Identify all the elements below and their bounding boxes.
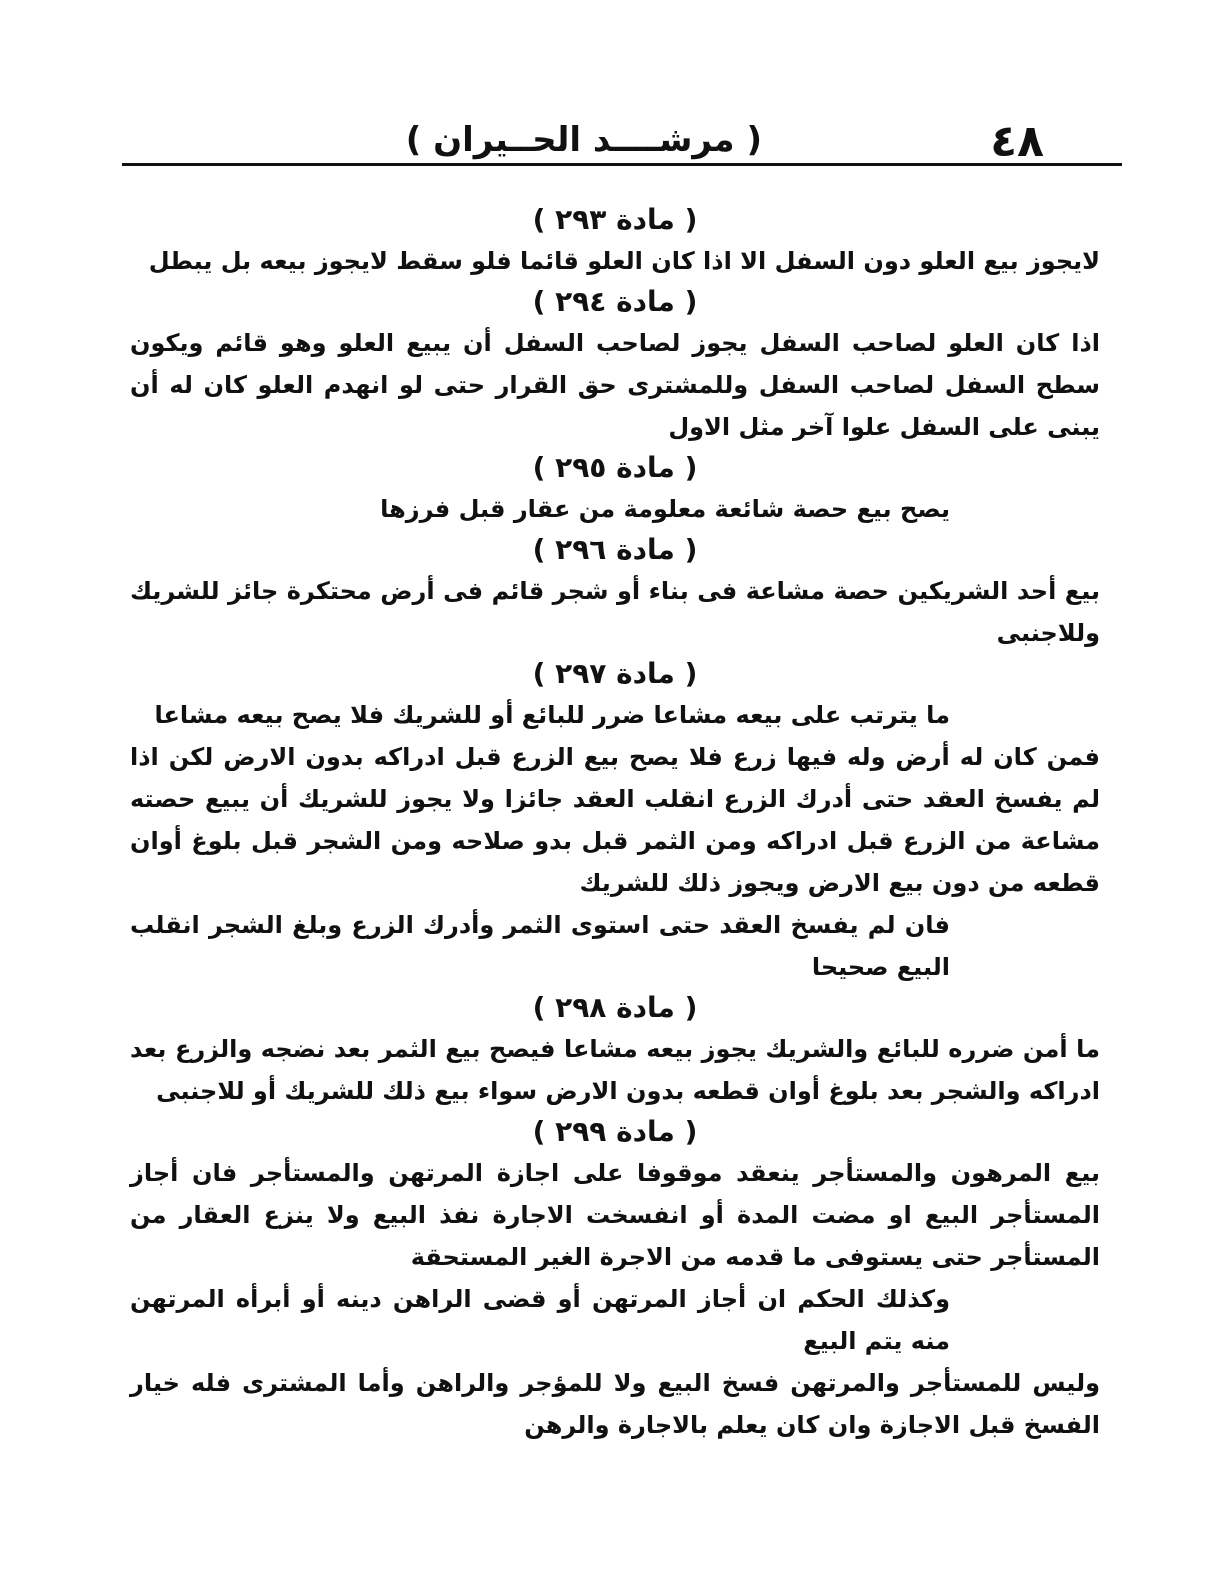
article-296 [130, 530, 1100, 654]
article-text: وليس للمستأجر والمرتهن فسخ البيع ولا للمؤجر والراهن وأما المشترى فله خيار الفسخ قبل الاجازة وان كان يعلم بالاجارة والرهن [130, 1369, 1100, 1439]
article-298 [130, 988, 1100, 1112]
article-heading: ( مادة ٢٩٤ ) [532, 285, 698, 318]
page-number: ٤٨ [990, 116, 1044, 167]
article-297 [130, 654, 1100, 988]
page-content [130, 200, 1100, 1446]
article-text: لايجوز بيع العلو دون السفل الا اذا كان العلو قائما فلو سقط لايجوز بيعه بل يبطل [148, 247, 1100, 275]
article-295 [130, 448, 1100, 530]
article-heading: ( مادة ٢٩٣ ) [532, 203, 698, 236]
header-rule [122, 163, 1122, 166]
article-text: وكذلك الحكم ان أجاز المرتهن أو قضى الراهن دينه أو أبرأه المرتهن منه يتم البيع [130, 1285, 950, 1355]
article-text: فان لم يفسخ العقد حتى استوى الثمر وأدرك الزرع وبلغ الشجر انقلب البيع صحيحا [130, 911, 950, 981]
article-text: اذا كان العلو لصاحب السفل يجوز لصاحب السفل أن يبيع العلو وهو قائم ويكون سطح السفل لصاحب السفل وللمشترى حق القرار حتى لو انهدم العلو كان له أن يبنى على السفل علوا آخر مثل الاول [130, 329, 1100, 441]
article-294 [130, 282, 1100, 448]
article-heading: ( مادة ٢٩٥ ) [532, 451, 698, 484]
article-text: بيع المرهون والمستأجر ينعقد موقوفا على اجازة المرتهن والمستأجر فان أجاز المستأجر البيع او مضت المدة أو انفسخت الاجارة نفذ البيع ولا ينزع العقار من المستأجر حتى يستوفى ما قدمه من الاجرة الغير المستحقة [130, 1159, 1100, 1271]
article-293 [130, 200, 1100, 282]
running-title: ( مرشــــد الحــيران ) [405, 120, 762, 160]
article-text: ما يترتب على بيعه مشاعا ضرر للبائع أو للشريك فلا يصح بيعه مشاعا [154, 701, 950, 729]
article-text: ما أمن ضرره للبائع والشريك يجوز بيعه مشاعا فيصح بيع الثمر بعد نضجه والزرع بعد ادراكه والشجر بعد بلوغ أوان قطعه بدون الارض سواء بيع ذلك للشريك أو للاجنبى [130, 1035, 1100, 1105]
article-text: يصح بيع حصة شائعة معلومة من عقار قبل فرزها [380, 495, 950, 523]
article-299 [130, 1112, 1100, 1446]
article-text: فمن كان له أرض وله فيها زرع فلا يصح بيع الزرع قبل ادراكه بدون الارض لكن اذا لم يفسخ العقد حتى أدرك الزرع انقلب العقد جائزا ولا يجوز للشريك أن يبيع حصته مشاعة من الزرع قبل ادراكه ومن الثمر قبل بدو صلاحه ومن الشجر قبل بلوغ أوان قطعه من دون بيع الارض ويجوز ذلك للشريك [130, 743, 1100, 897]
article-heading: ( مادة ٢٩٨ ) [532, 991, 698, 1024]
article-text: بيع أحد الشريكين حصة مشاعة فى بناء أو شجر قائم فى أرض محتكرة جائز للشريك وللاجنبى [130, 577, 1100, 647]
page-header [122, 108, 1122, 168]
article-heading: ( مادة ٢٩٧ ) [532, 657, 698, 690]
article-heading: ( مادة ٢٩٦ ) [532, 533, 698, 566]
article-heading: ( مادة ٢٩٩ ) [532, 1115, 698, 1148]
